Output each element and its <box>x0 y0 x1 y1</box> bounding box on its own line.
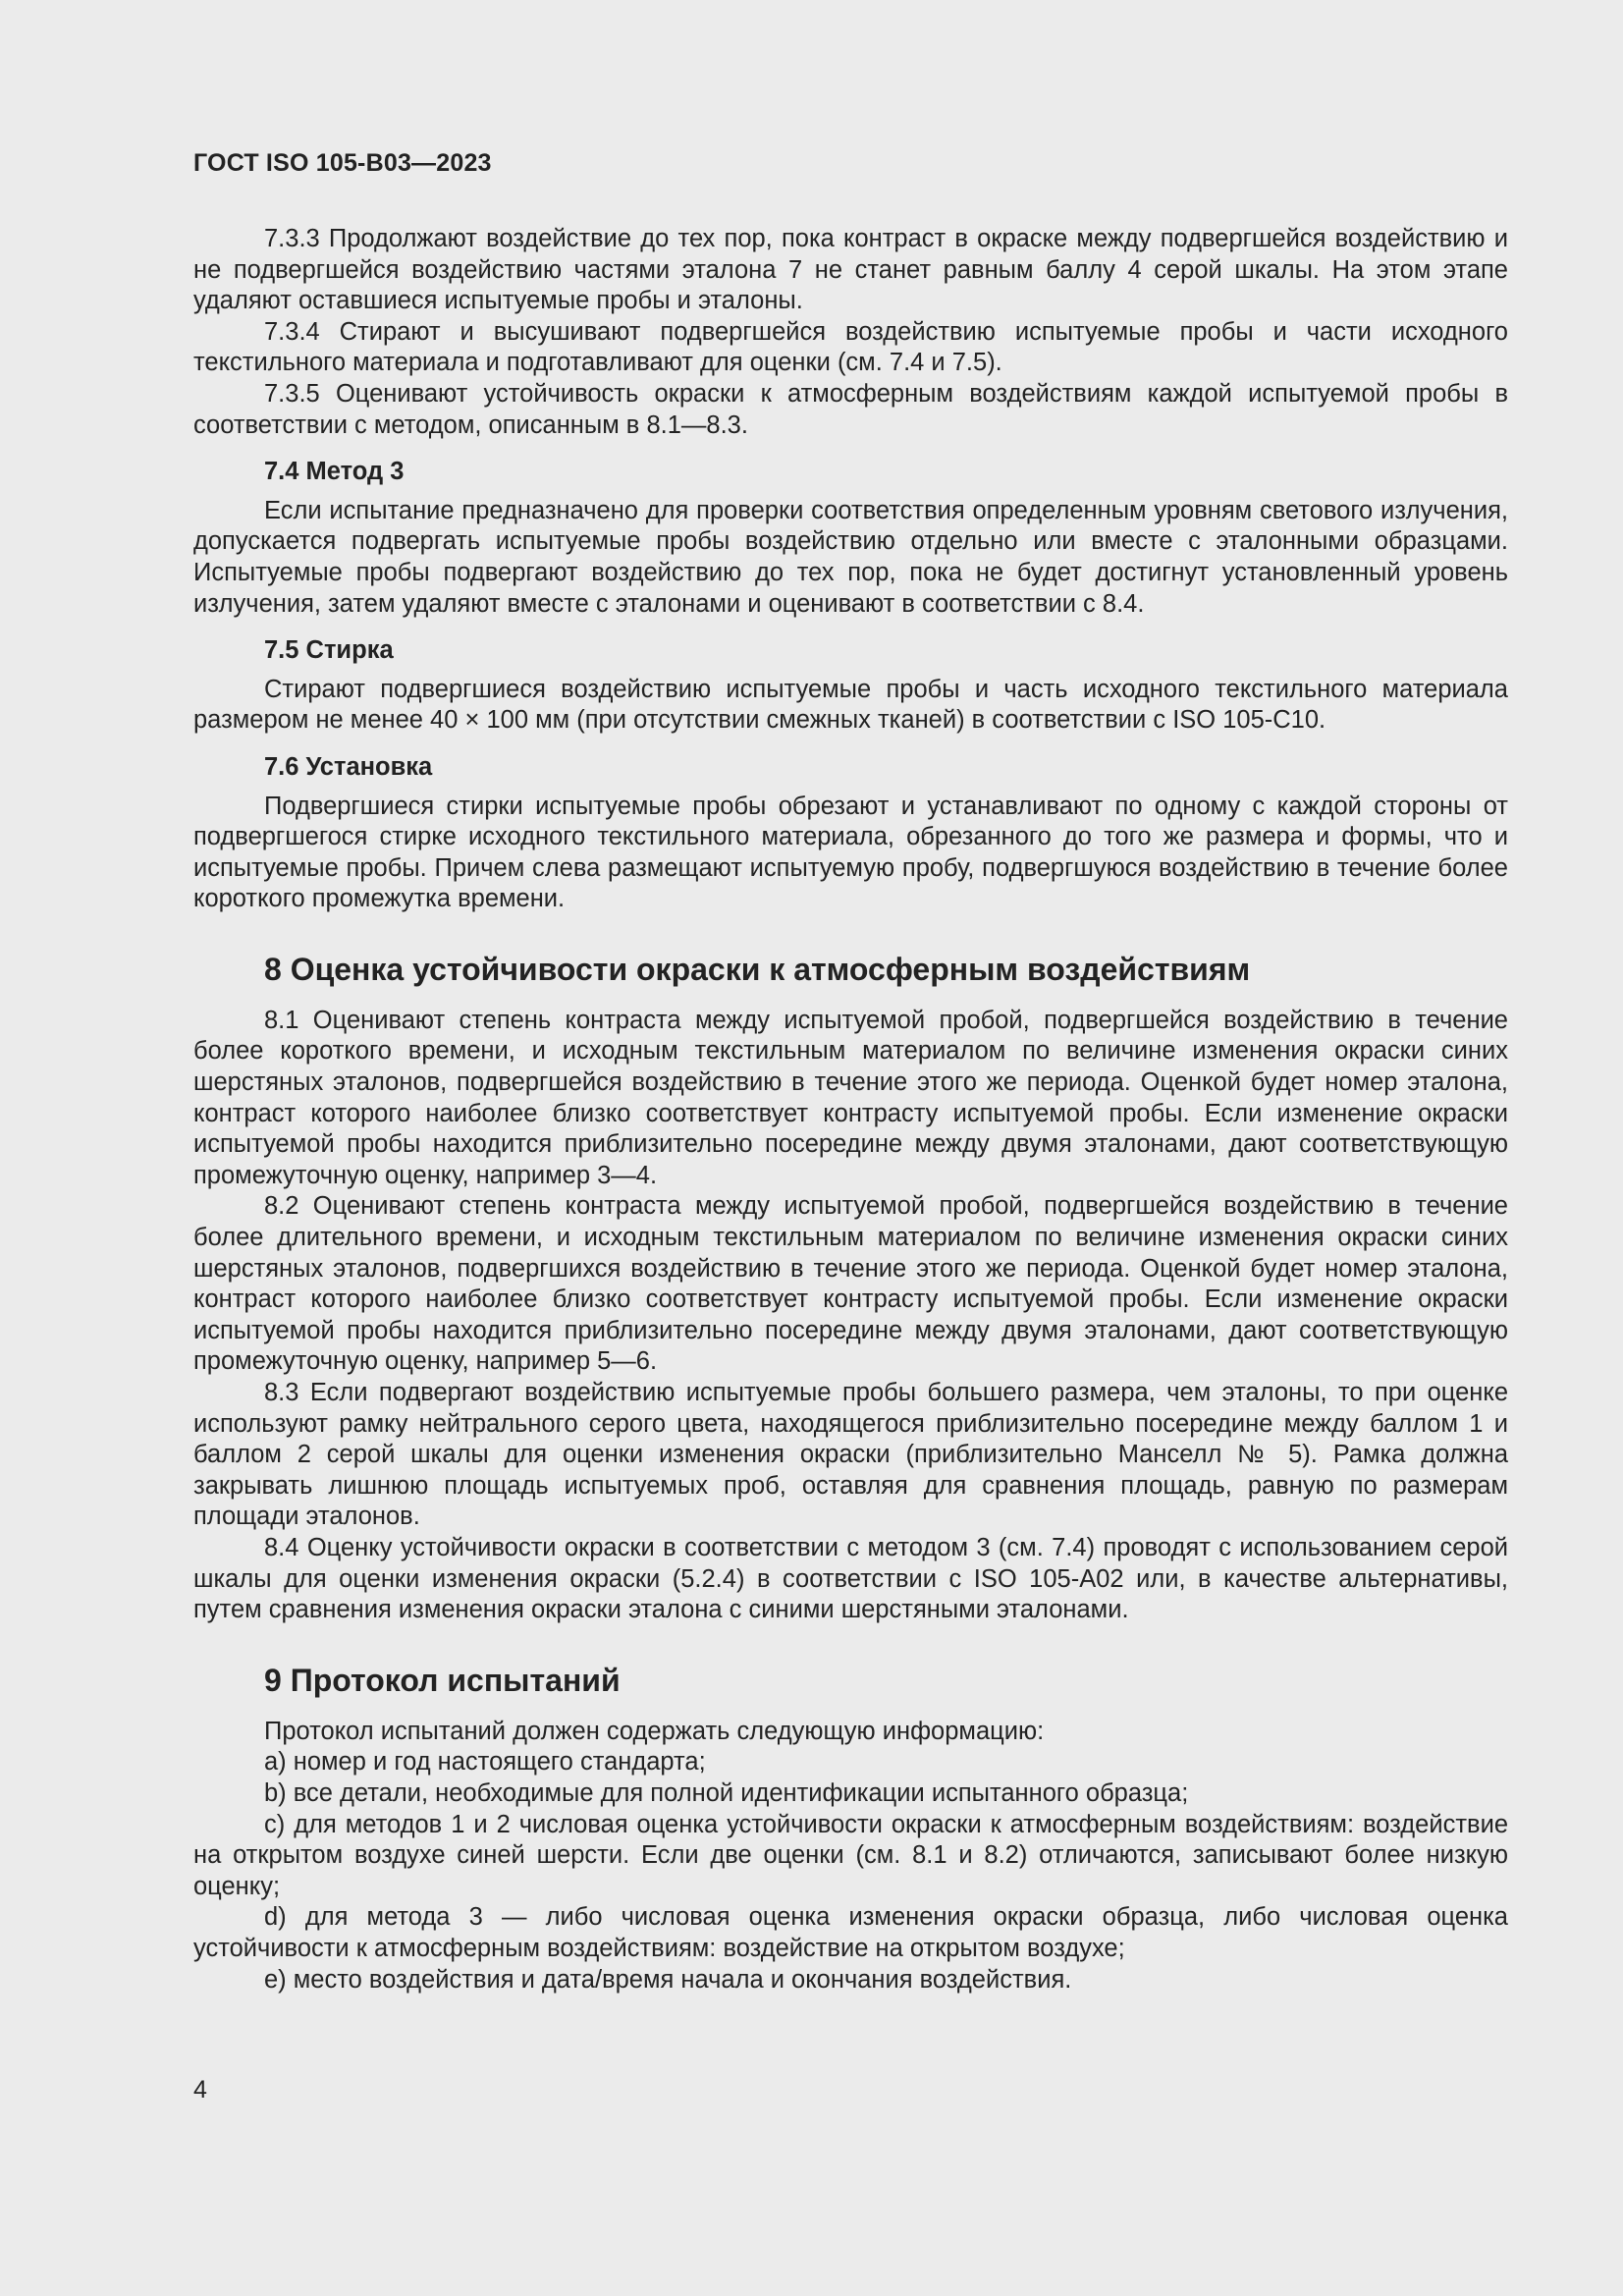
subheading-7-4: 7.4 Метод 3 <box>264 458 405 486</box>
clause-7-4-text: Если испытание предназначено для проверки соответствия определенным уровням светового излучения, допускается подвергать испытуемые пробы воздействию отдельно или вместе с эталонными образцами. Испытуемые пробы подвергают воздействию до тех пор, пока не будет достигнут установленный уровень излучения, затем удаляют вместе с эталонами и оценивают в соответствии с 8.4. <box>193 496 1508 618</box>
list-item-c: c) для методов 1 и 2 числовая оценка устойчивости окраски к атмосферным воздействиям: воздействие на открытом воздухе синей шерсти. Если две оценки (см. 8.1 и 8.2) отличаются, записывают более низкую оценку; <box>193 1810 1508 1900</box>
clause-7-3-5: 7.3.5 Оценивают устойчивость окраски к атмосферным воздействиям каждой испытуемой пробы в соответствии с методом, описанным в 8.1—8.3. <box>193 379 1508 439</box>
subheading-7-5: 7.5 Стирка <box>264 636 394 665</box>
clause-8-1: 8.1 Оценивают степень контраста между испытуемой пробой, подвергшейся воздействию в течение более короткого времени, и исходным текстильным материалом по величине изменения окраски синих шерстяных эталонов, подвергшейся воздействию в течение этого же периода. Оценкой будет номер эталона, контраст которого наиболее близко соответствует контрасту испытуемой пробы. Если изменение окраски испытуемой пробы находится приблизительно посередине между двумя эталонами, дают соответствующую промежуточную оценку, например 3—4. <box>193 1006 1508 1189</box>
subheading-7-6: 7.6 Установка <box>264 752 433 781</box>
list-item-e: e) место воздействия и дата/время начала и окончания воздействия. <box>264 1965 1072 1994</box>
clause-7-3-3: 7.3.3 Продолжают воздействие до тех пор, пока контраст в окраске между подвергшейся воздействию и не подвергшейся воздействию частями эталона 7 не станет равным баллу 4 серой шкалы. На этом этапе удаляют оставшиеся испытуемые пробы и эталоны. <box>193 225 1508 315</box>
clause-8-2: 8.2 Оценивают степень контраста между испытуемой пробой, подвергшейся воздействию в течение более длительного времени, и исходным текстильным материалом по величине изменения окраски синих шерстяных эталонов, подвергшихся воздействию в течение этого же периода. Оценкой будет номер эталона, контраст которого наиболее близко соответствует контрасту испытуемой пробы. Если изменение окраски испытуемой пробы находится приблизительно посередине между двумя эталонами, дают соответствующую промежуточную оценку, например 5—6. <box>193 1192 1508 1376</box>
page-number: 4 <box>193 2076 207 2104</box>
clause-7-5-text: Стирают подвергшиеся воздействию испытуемые пробы и часть исходного текстильного материала размером не менее 40 × 100 мм (при отсутствии смежных тканей) в соответствии с ISO 105-C10. <box>193 675 1508 735</box>
section-9-heading: 9 Протокол испытаний <box>264 1662 621 1698</box>
clause-8-4: 8.4 Оценку устойчивости окраски в соответствии с методом 3 (см. 7.4) проводят с использованием серой шкалы для оценки изменения окраски (5.2.4) в соответствии с ISO 105-A02 или, в качестве альтернативы, путем сравнения изменения окраски эталона с синими шерстяными эталонами. <box>193 1533 1508 1624</box>
section-9-intro: Протокол испытаний должен содержать следующую информацию: <box>264 1717 1045 1745</box>
list-item-d: d) для метода 3 — либо числовая оценка изменения окраски образца, либо числовая оценка устойчивости к атмосферным воздействиям: воздействие на открытом воздухе; <box>193 1903 1508 1962</box>
section-8-heading: 8 Оценка устойчивости окраски к атмосферным воздействиям <box>264 951 1251 987</box>
page-content <box>193 224 1508 1995</box>
list-item-a: a) номер и год настоящего стандарта; <box>264 1748 706 1777</box>
list-item-b: b) все детали, необходимые для полной идентификации испытанного образца; <box>264 1778 1189 1807</box>
document-code-header: ГОСТ ISO 105-B03—2023 <box>193 149 492 177</box>
clause-7-3-4: 7.3.4 Стирают и высушивают подвергшейся воздействию испытуемые пробы и части исходного текстильного материала и подготавливают для оценки (см. 7.4 и 7.5). <box>193 317 1508 377</box>
clause-7-6-text: Подвергшиеся стирки испытуемые пробы обрезают и устанавливают по одному с каждой стороны от подвергшегося стирке исходного текстильного материала, обрезанного до того же размера и формы, что и испытуемые пробы. Причем слева размещают испытуемую пробу, подвергшуюся воздействию в течение более короткого промежутка времени. <box>193 792 1508 913</box>
clause-8-3: 8.3 Если подвергают воздействию испытуемые пробы большего размера, чем эталоны, то при оценке используют рамку нейтрального серого цвета, находящегося приблизительно посередине между баллом 1 и баллом 2 серой шкалы для оценки изменения окраски (приблизительно Манселл № 5). Рамка должна закрывать лишнюю площадь испытуемых проб, оставляя для сравнения площадь, равную по размерам площади эталонов. <box>193 1379 1508 1531</box>
